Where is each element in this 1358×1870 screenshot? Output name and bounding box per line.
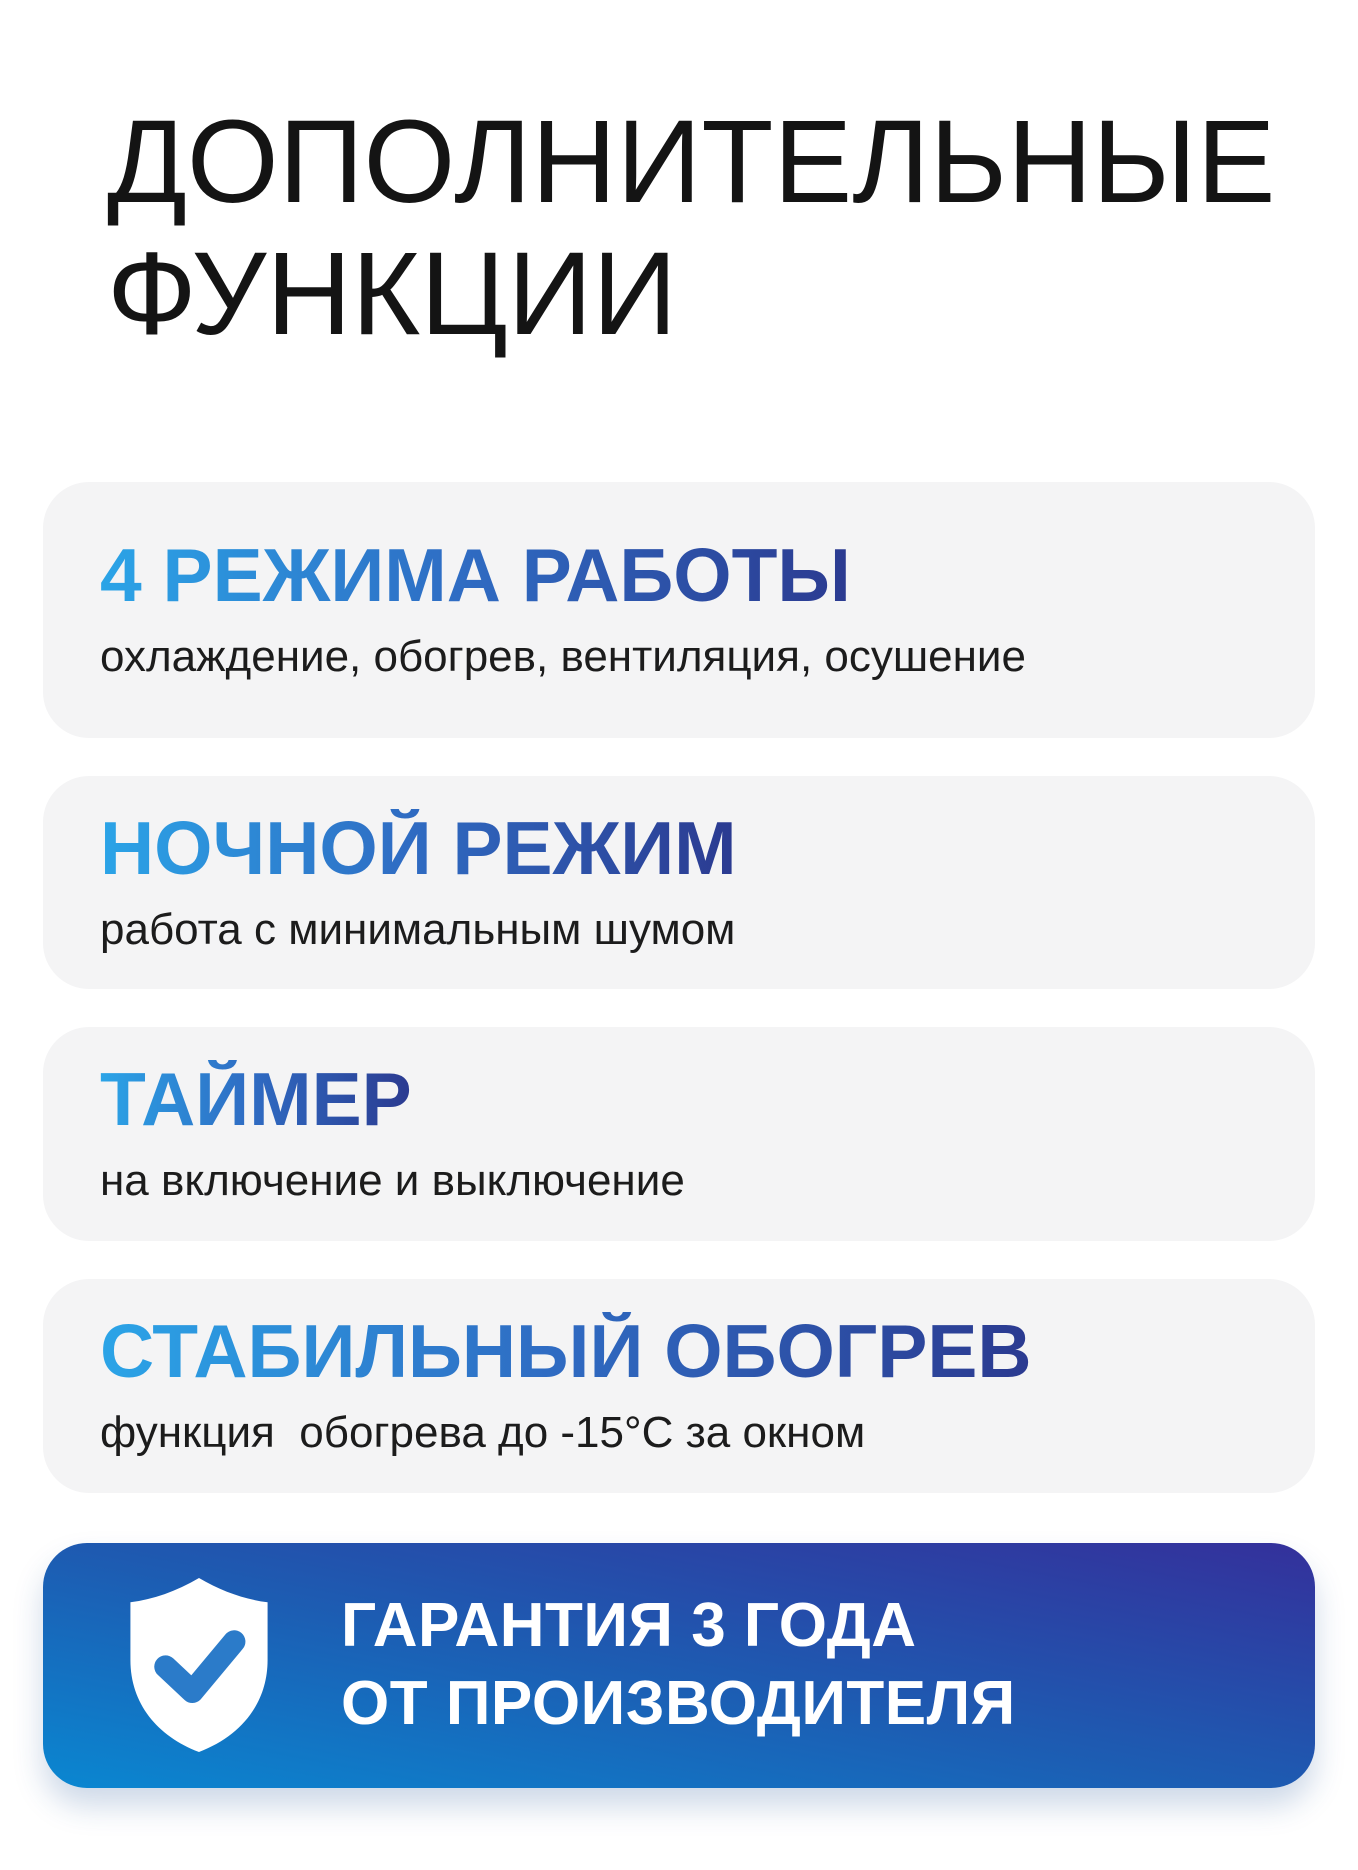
feature-title: СТАБИЛЬНЫЙ ОБОГРЕВ xyxy=(100,1308,1032,1393)
feature-card-modes xyxy=(43,482,1315,738)
feature-card-list xyxy=(43,482,1315,1492)
page-title: ДОПОЛНИТЕЛЬНЫЕ ФУНКЦИИ xyxy=(107,96,1276,361)
feature-description: работа с минимальным шумом xyxy=(100,904,736,954)
feature-card-night-mode xyxy=(43,776,1315,990)
warranty-line-1: ГАРАНТИЯ 3 ГОДА xyxy=(341,1590,917,1660)
feature-title: 4 РЕЖИМА РАБОТЫ xyxy=(100,533,851,618)
feature-description: охлаждение, обогрев, вентиляция, осушение xyxy=(100,632,1026,682)
feature-title: ТАЙМЕР xyxy=(100,1057,412,1142)
feature-card-stable-heating xyxy=(43,1279,1315,1493)
feature-description: на включение и выключение xyxy=(100,1156,685,1206)
warranty-text xyxy=(341,1587,1016,1743)
feature-card-timer xyxy=(43,1027,1315,1241)
shield-check-icon xyxy=(115,1573,283,1757)
feature-description: функция обогрева до -15°С за окном xyxy=(100,1407,866,1457)
warranty-banner xyxy=(43,1543,1315,1788)
warranty-line-2: ОТ ПРОИЗВОДИТЕЛЯ xyxy=(341,1669,1016,1738)
feature-title: НОЧНОЙ РЕЖИМ xyxy=(100,805,737,890)
